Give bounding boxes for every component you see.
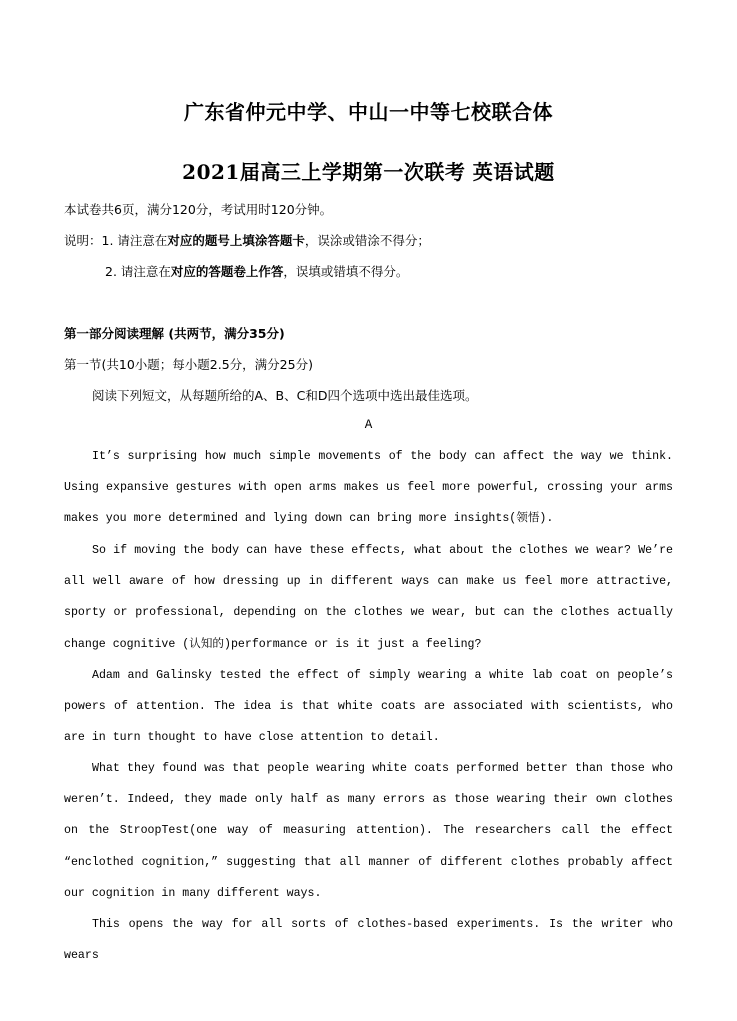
note-item-1-suffix: ，误涂或错涂不得分； [304,233,430,248]
exam-title-line-2: 2021届高三上学期第一次联考 英语试题 [182,160,555,184]
exam-title-line-1: 广东省仲元中学、中山一中等七校联合体 [184,100,553,124]
part1-heading: 第一部分阅读理解 (共两节，满分35分) [64,326,285,341]
section1-heading: 第一节(共10小题；每小题2.5分，满分25分) [64,357,313,372]
exam-intro: 本试卷共6页，满分120分，考试用时120分钟。 [64,202,333,217]
reading-instruction: 阅读下列短文，从每题所给的A、B、C和D四个选项中选出最佳选项。 [92,388,478,403]
note-item-2 [105,262,408,280]
passage-paragraph: It’s surprising how much simple movements of the body can affect the way we think. Using expansive gestures with open arms makes us feel more powerful, crossing your arms makes you more determined and lying down can bring more insights(领悟). [64,450,673,526]
note-item-1-emphasis: 对应的题号上填涂答题卡 [167,233,305,248]
note-item-2-suffix: ，误填或错填不得分。 [283,264,409,279]
passage-paragraph: What they found was that people wearing white coats performed better than those who weren’t. Indeed, they made only half as many errors as those wearing their own clothes on the StroopTest(one way of measuring attention). The researchers call the effect “enclothed cognition,” suggesting that all manner of different clothes probably affect our cognition in many different ways. [64,762,673,900]
passage-paragraph: This opens the way for all sorts of clothes-based experiments. Is the writer who wears [64,918,673,963]
note-item-1 [64,231,430,249]
passage-letter: A [364,418,373,432]
note-item-1-prefix: 说明：1. 请注意在 [64,233,168,248]
passage-paragraph: So if moving the body can have these effects, what about the clothes we wear? We’re all well aware of how dressing up in different ways can make us feel more attractive, sporty or professional, depending on the clothes we wear, but can the clothes actually change cognitive (认知的)performance or is it just a feeling? [64,544,673,651]
note-item-2-emphasis: 对应的答题卷上作答 [170,264,284,279]
note-item-2-prefix: 2. 请注意在 [105,264,171,279]
passage-paragraph: Adam and Galinsky tested the effect of simply wearing a white lab coat on people’s powers of attention. The idea is that white coats are associated with scientists, who are in turn thought to have close attention to detail. [64,669,673,745]
